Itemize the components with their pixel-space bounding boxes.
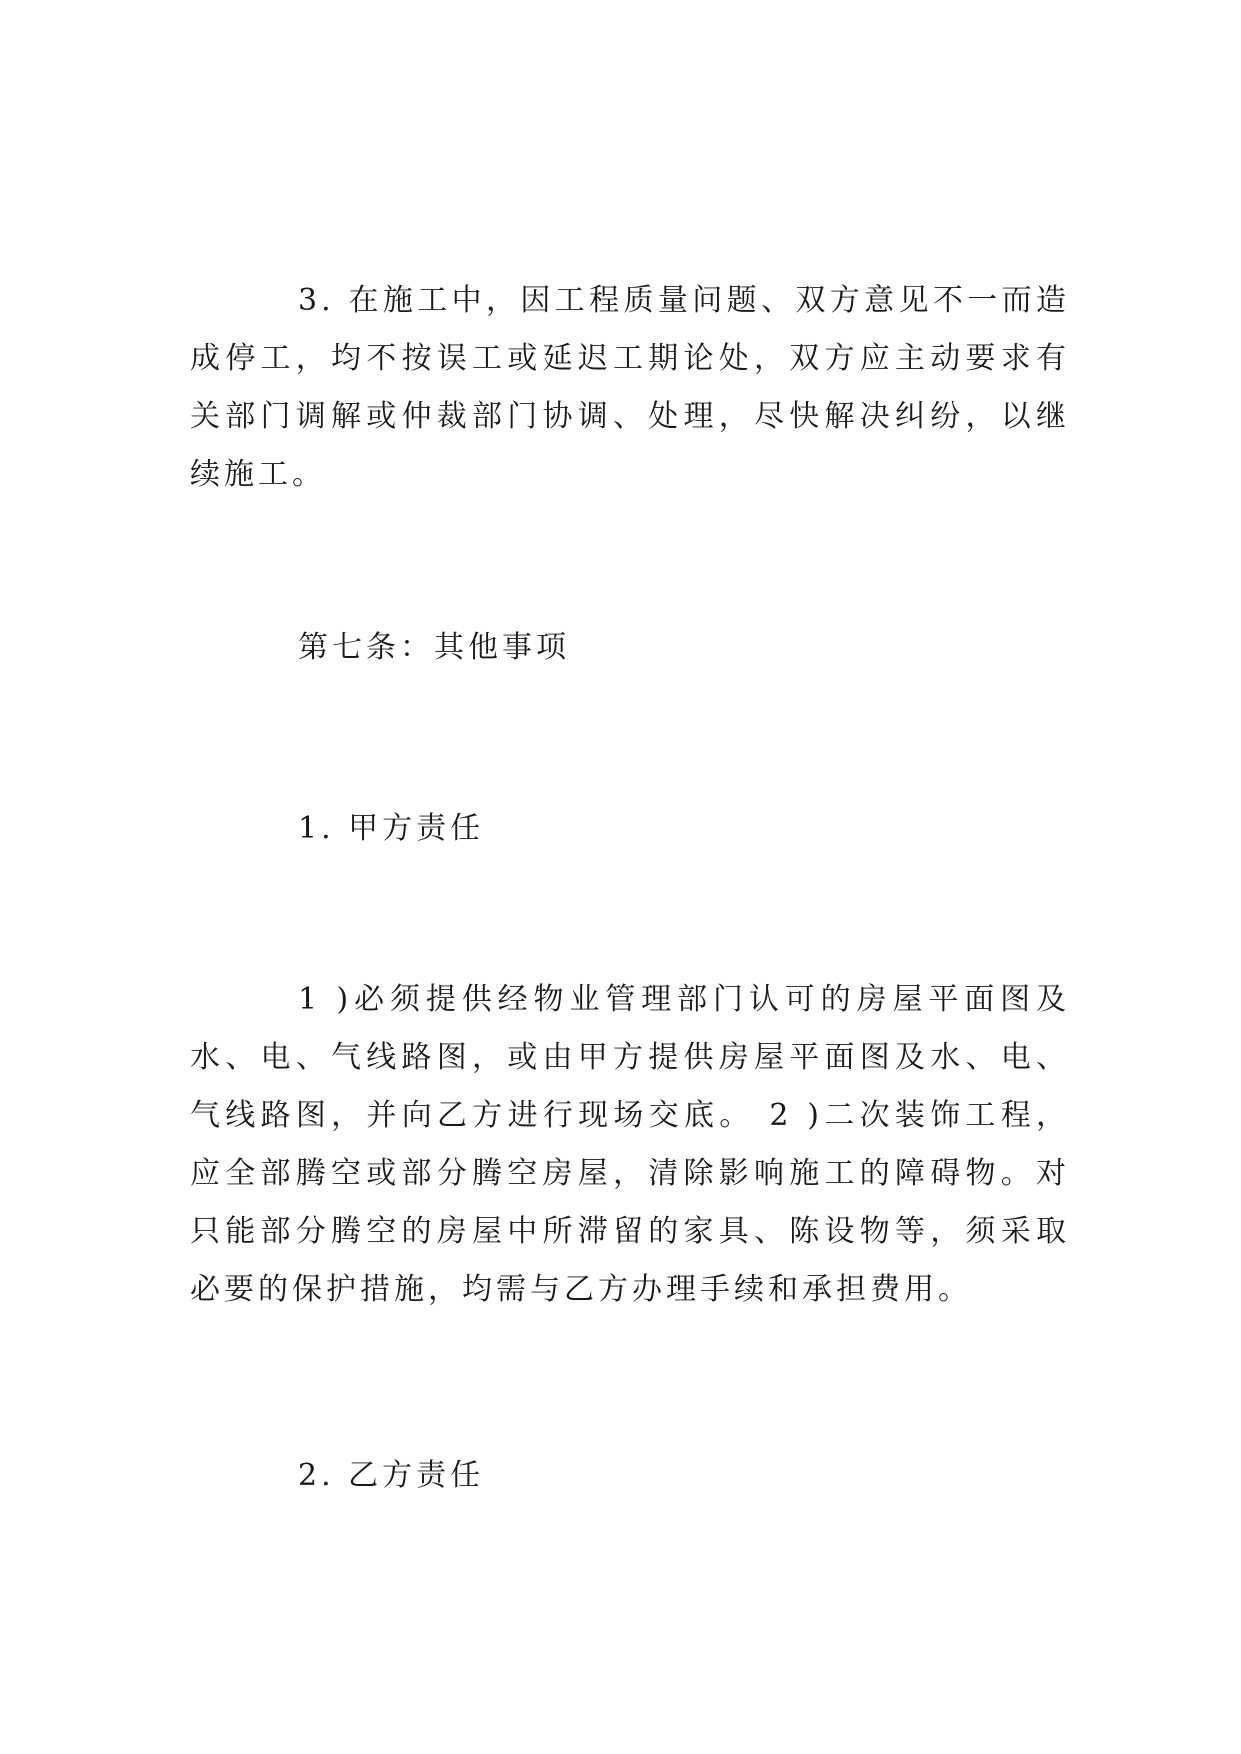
clause-3-paragraph: 3. 在施工中，因工程质量问题、双方意见不一而造成停工，均不按误工或延迟工期论处，双方应主动要求有关部门调解或仲裁部门协调、处理，尽快解决纠纷，以继续施工。 — [190, 283, 1070, 492]
article-7-heading: 第七条：其他事项 — [298, 630, 570, 665]
party-a-paragraph: 1 )必须提供经物业管理部门认可的房屋平面图及水、电、气线路图，或由甲方提供房屋平面图及水、电、气线路图，并向乙方进行现场交底。 2 )二次装饰工程，应全部腾空或部分腾空房屋，清除影响施工的障碍物。对只能部分腾空的房屋中所滞留的家具、陈设物等，须采取必要的保护措施，均需与乙方办理手续和承担费用。 — [190, 982, 1070, 1307]
party-b-heading: 2. 乙方责任 — [298, 1458, 485, 1493]
party-a-heading: 1. 甲方责任 — [298, 811, 485, 846]
